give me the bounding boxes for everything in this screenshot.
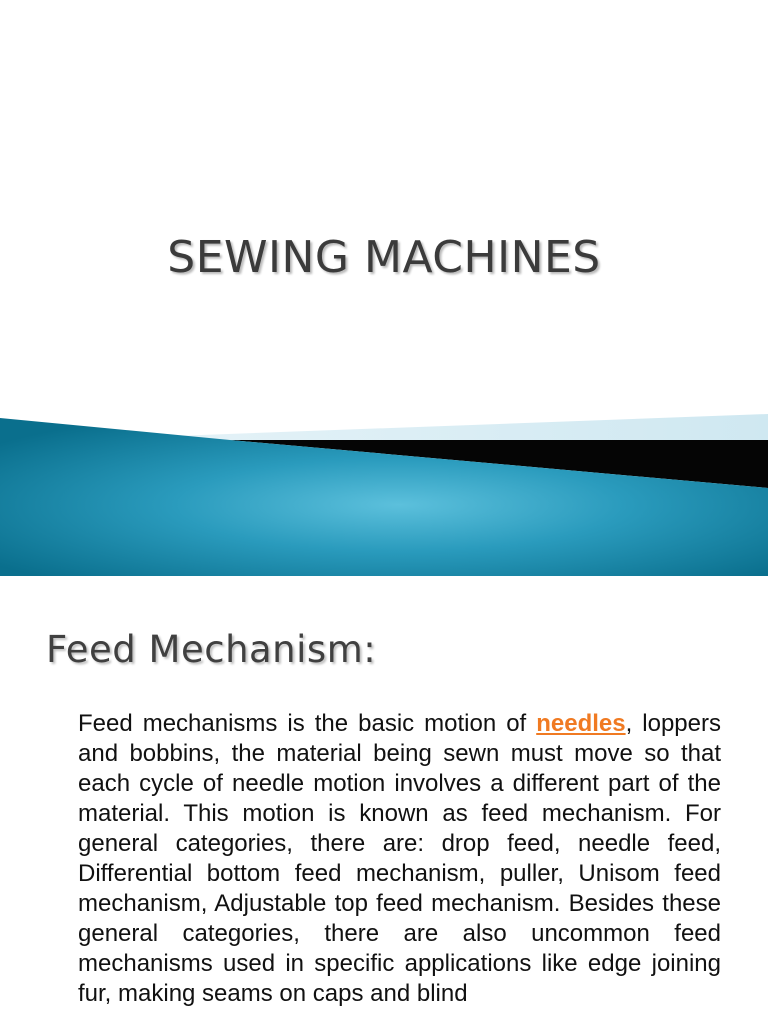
decorative-banner [0, 400, 768, 576]
section-heading: Feed Mechanism: [46, 628, 377, 671]
slide-title: SEWING MACHINES [167, 232, 601, 283]
banner-pale-band [120, 414, 768, 440]
paragraph-text-rest: , loppers and bobbins, the material being sewn must move so that each cycle of needle motion involves a different part of the material. This motion is known as feed mechanism. For general categories, there are: drop feed, needle feed, Differential bottom feed mechanism, puller, Unisom feed mechanism, Adjustable top feed mechanism. Besides these general categories, there are also uncommon feed mechanisms used in specific applications like edge joining fur, making seams on caps and blind [78, 710, 721, 1007]
body-paragraph [78, 709, 721, 1009]
content-slide [0, 576, 768, 1024]
needles-link[interactable]: needles [536, 710, 626, 737]
paragraph-text-start: Feed mechanisms is the basic motion of [78, 710, 537, 737]
